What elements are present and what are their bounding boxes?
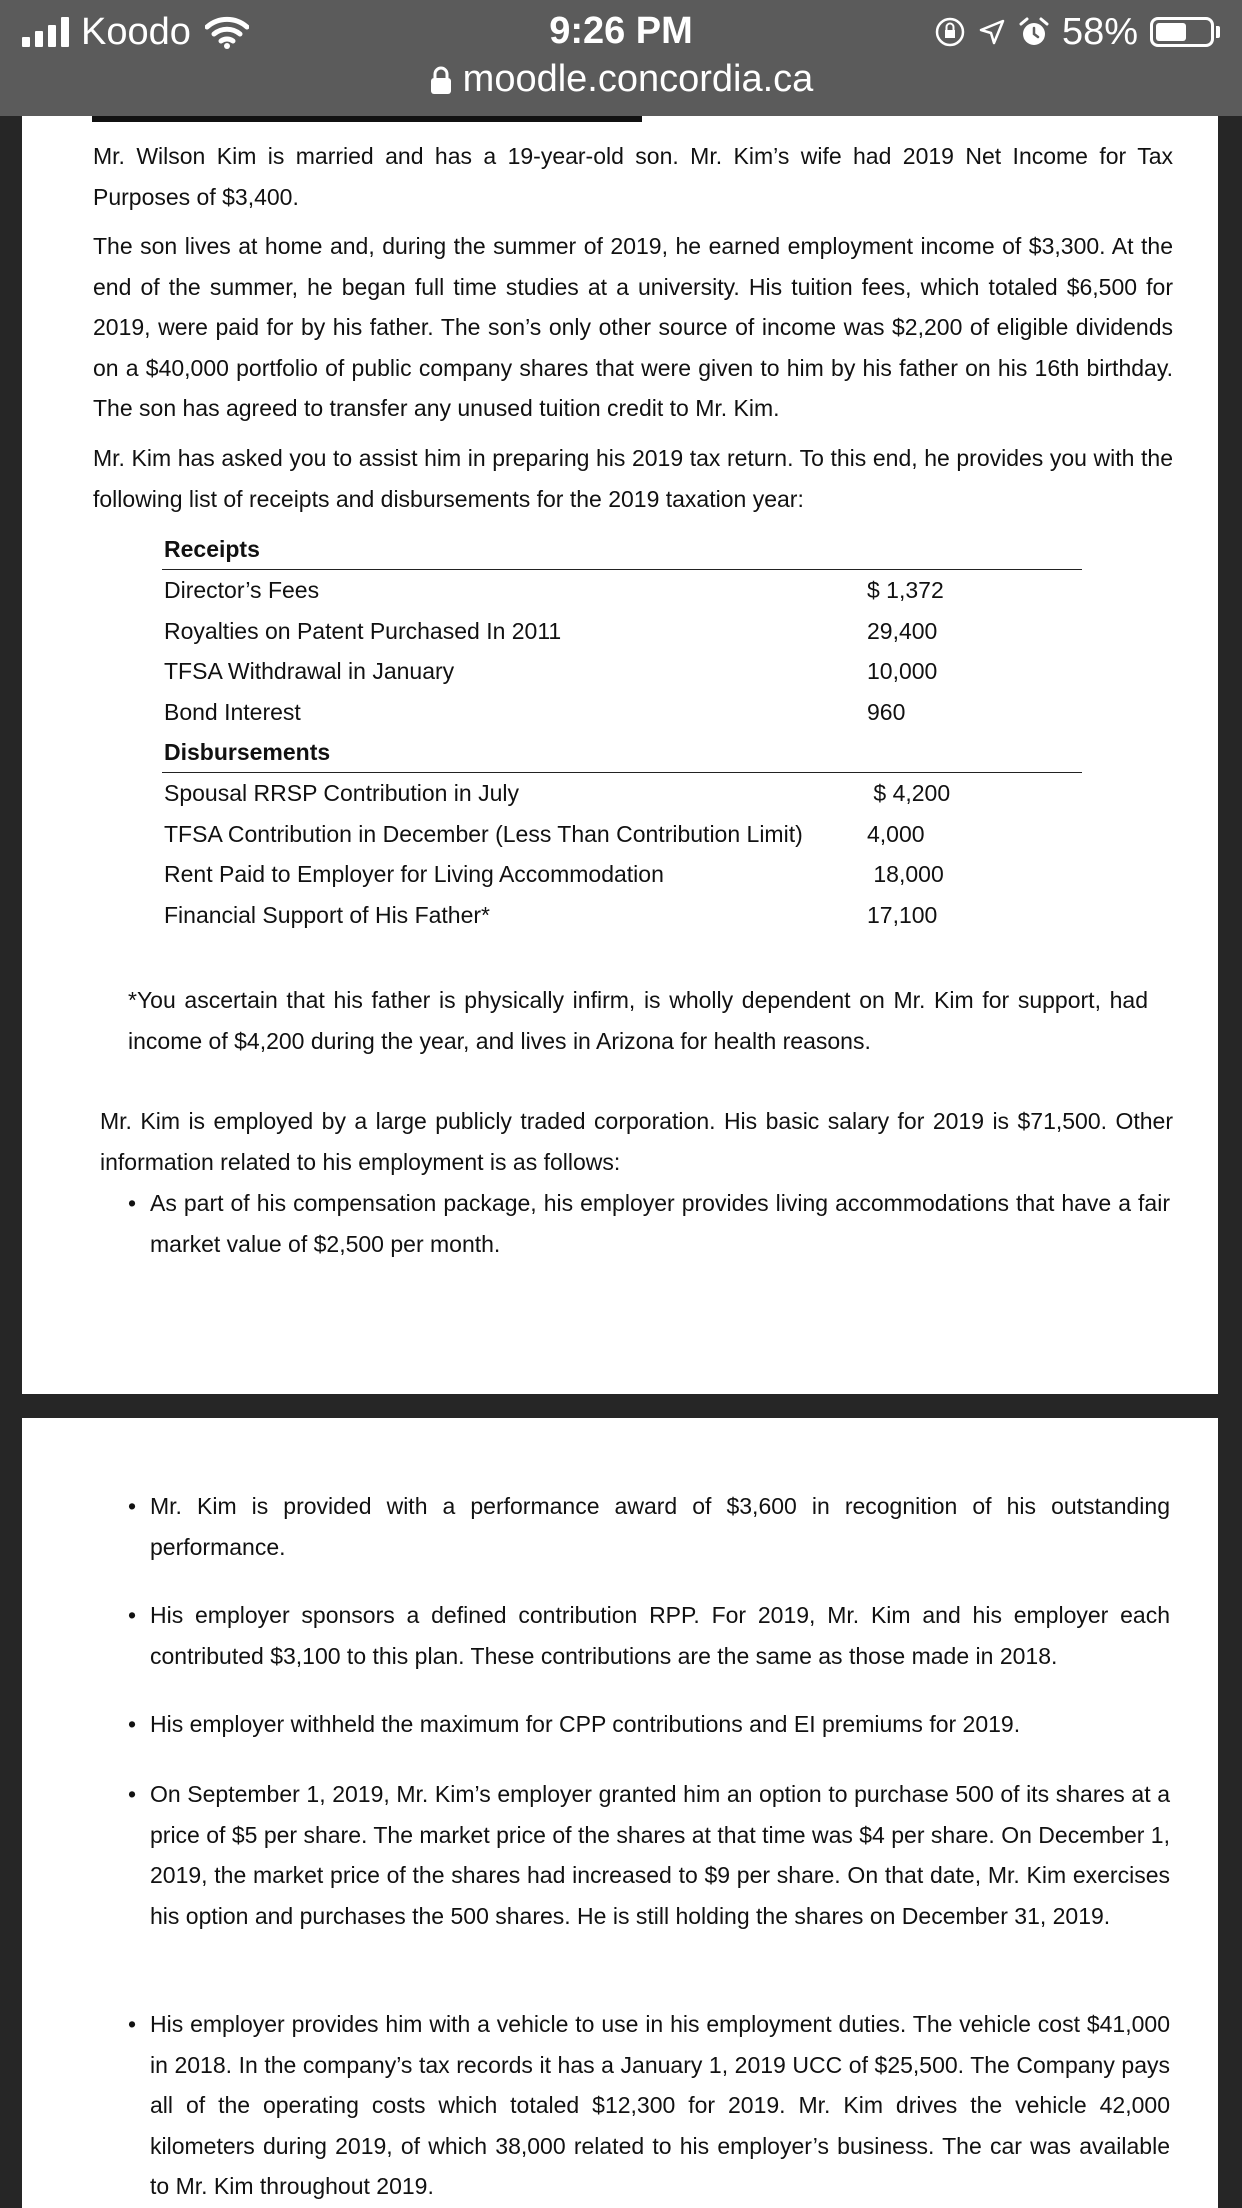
table-row <box>162 773 1082 814</box>
clock-time: 9:26 PM <box>549 10 693 52</box>
receipts-disbursements-table <box>162 529 1082 935</box>
row-value: 17,100 <box>867 901 938 928</box>
row-value: $ 4,200 <box>867 780 951 806</box>
battery-fill <box>1156 23 1186 41</box>
receipts-list <box>162 570 1082 732</box>
row-value: 29,400 <box>867 617 938 644</box>
status-bar <box>0 0 1242 116</box>
lock-icon <box>429 65 453 95</box>
url-bar[interactable] <box>0 58 1242 101</box>
orientation-lock-icon <box>934 16 966 48</box>
cut-off-heading <box>92 116 642 122</box>
table-row <box>162 611 1082 652</box>
intro-paragraph-2: The son lives at home and, during the summer of 2019, he earned employment income of $3,300. At the end of the summer, he began full time studies at a university. His tuition fees, which totaled $6,500 for 2019, were paid for by his father. The son’s only other source of income was $2,200 of eligible dividends on a $40,000 portfolio of public company shares that were given to him by his father on his 16th birthday. The son has agreed to transfer any unused tuition credit to Mr. Kim. <box>93 233 1173 421</box>
employment-intro: Mr. Kim is employed by a large publicly traded corporation. His basic salary for 2019 is $71,500. Other information related to his employment is as follows: <box>100 1108 1173 1175</box>
battery-percent: 58% <box>1061 10 1138 53</box>
table-row <box>162 854 1082 895</box>
row-label: Royalties on Patent Purchased In 2011 <box>164 617 562 644</box>
row-label: Director’s Fees <box>164 577 320 603</box>
table-row <box>162 814 1082 855</box>
bullet-item: • His employer provides him with a vehicle to use in his employment duties. The vehicle cost $41,000 in 2018. In the company’s tax records it has a January 1, 2019 UCC of $25,500. The Company pays all of the operating costs which totaled $12,300 for 2019. Mr. Kim drives the vehicle 42,000 kilometers during 2019, of which 38,000 related to his employer’s business. The car was available to Mr. Kim throughout 2019. <box>106 2004 1170 2207</box>
url-text: moodle.concordia.ca <box>462 58 814 100</box>
document-page-1 <box>22 116 1218 1394</box>
footnote: *You ascertain that his father is physically infirm, is wholly dependent on Mr. Kim for support, had income of $4,200 during the year, and lives in Arizona for health reasons. <box>128 987 1148 1054</box>
row-value: 18,000 <box>867 861 944 887</box>
table-row <box>162 570 1082 611</box>
row-label: Rent Paid to Employer for Living Accommodation <box>164 861 664 887</box>
row-value: 10,000 <box>867 658 938 684</box>
bullet-item: • His employer withheld the maximum for CPP contributions and EI premiums for 2019. <box>106 1704 1170 1745</box>
intro-paragraph-3: Mr. Kim has asked you to assist him in preparing his 2019 tax return. To this end, he provides you with the following list of receipts and disbursements for the 2019 taxation year: <box>93 445 1173 512</box>
intro-paragraph-1: Mr. Wilson Kim is married and has a 19-year-old son. Mr. Kim’s wife had 2019 Net Income for Tax Purposes of $3,400. <box>93 143 1173 210</box>
row-label: Bond Interest <box>164 698 301 725</box>
document-page-2 <box>22 1418 1218 2208</box>
disbursements-list <box>162 773 1082 935</box>
row-label: TFSA Withdrawal in January <box>164 658 455 684</box>
table-row <box>162 895 1082 936</box>
bullet-item: • As part of his compensation package, his employer provides living accommodations that have a fair market value of $2,500 per month. <box>106 1183 1170 1264</box>
location-arrow-icon <box>978 18 1006 46</box>
row-label: TFSA Contribution in December (Less Than Contribution Limit) <box>164 820 803 847</box>
row-label: Financial Support of His Father* <box>164 901 490 928</box>
row-label: Spousal RRSP Contribution in July <box>164 780 519 806</box>
row-value: 4,000 <box>867 820 925 847</box>
bullet-item: • His employer sponsors a defined contribution RPP. For 2019, Mr. Kim and his employer each contributed $3,100 to this plan. These contributions are the same as those made in 2018. <box>106 1595 1170 1676</box>
carrier-name: Koodo <box>81 10 191 53</box>
bullet-item: • Mr. Kim is provided with a performance award of $3,600 in recognition of his outstanding performance. <box>106 1486 1170 1567</box>
row-value: 960 <box>867 698 906 725</box>
bullet-item: • On September 1, 2019, Mr. Kim’s employer granted him an option to purchase 500 of its shares at a price of $5 per share. The market price of the shares at that time was $4 per share. On December 1, 2019, the market price of the shares had increased to $9 per share. On that date, Mr. Kim exercises his option and purchases the 500 shares. He is still holding the shares on December 31, 2019. <box>106 1774 1170 1936</box>
battery-tip <box>1216 26 1220 38</box>
alarm-icon <box>1018 16 1050 48</box>
row-value: $ 1,372 <box>867 577 944 603</box>
table-row <box>162 651 1082 692</box>
table-row <box>162 692 1082 733</box>
battery-icon <box>1150 17 1214 47</box>
disbursements-header: Disbursements <box>164 739 331 765</box>
status-bar-right <box>934 10 1220 54</box>
receipts-header: Receipts <box>164 536 260 562</box>
